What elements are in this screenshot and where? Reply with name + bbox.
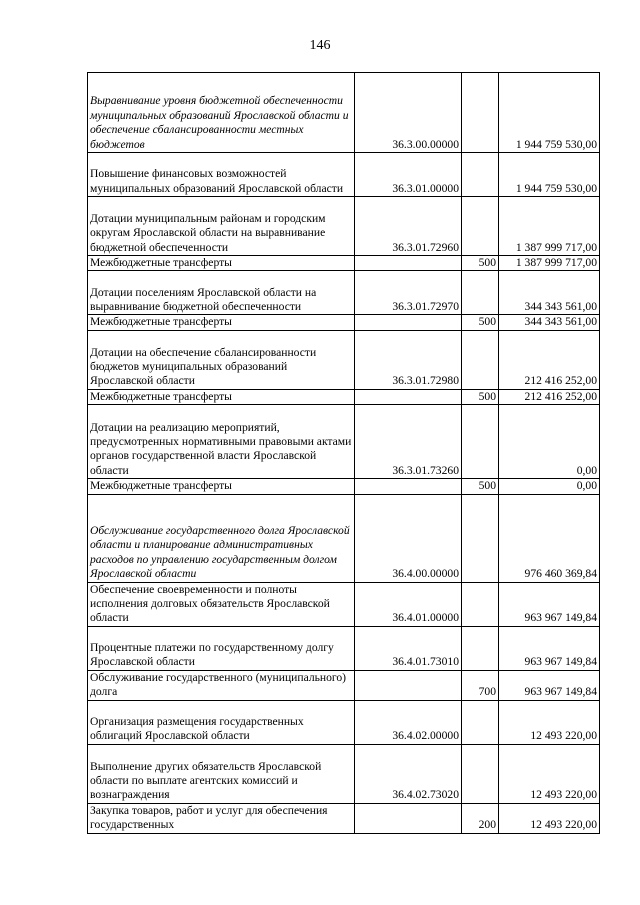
row-amount-cell: 1 387 999 717,00	[499, 197, 600, 256]
row-name-cell: Обслуживание государственного долга Ярославской области и планирование административных расходов по управлению государственным долгом Ярославской области	[88, 494, 355, 582]
budget-table	[87, 72, 600, 834]
row-code-cell	[355, 803, 462, 833]
row-type-cell	[462, 73, 499, 153]
row-type-cell	[462, 271, 499, 315]
table-row	[88, 582, 600, 626]
row-name-cell: Межбюджетные трансферты	[88, 315, 355, 330]
row-name-cell: Межбюджетные трансферты	[88, 479, 355, 494]
row-name-cell: Дотации на обеспечение сбалансированности бюджетов муниципальных образований Ярославской области	[88, 330, 355, 389]
row-code-cell: 36.3.01.72960	[355, 197, 462, 256]
table-row	[88, 803, 600, 833]
table-row	[88, 315, 600, 330]
row-name-cell: Организация размещения государственных облигаций Ярославской области	[88, 700, 355, 744]
row-code-cell: 36.3.01.00000	[355, 153, 462, 197]
table-row	[88, 405, 600, 479]
row-name-cell: Межбюджетные трансферты	[88, 389, 355, 404]
row-type-cell: 200	[462, 803, 499, 833]
row-type-cell: 500	[462, 315, 499, 330]
row-amount-cell: 1 944 759 530,00	[499, 153, 600, 197]
row-type-cell	[462, 405, 499, 479]
table-row	[88, 494, 600, 582]
row-code-cell: 36.4.00.00000	[355, 494, 462, 582]
table-row	[88, 271, 600, 315]
table-row	[88, 744, 600, 803]
row-name-cell: Обслуживание государственного (муниципального) долга	[88, 670, 355, 700]
row-code-cell: 36.3.01.73260	[355, 405, 462, 479]
table-row	[88, 197, 600, 256]
row-amount-cell: 0,00	[499, 479, 600, 494]
row-type-cell	[462, 197, 499, 256]
row-amount-cell: 12 493 220,00	[499, 744, 600, 803]
row-type-cell	[462, 494, 499, 582]
row-amount-cell: 963 967 149,84	[499, 626, 600, 670]
row-name-cell: Дотации муниципальным районам и городским округам Ярославской области на выравнивание бюджетной обеспеченности	[88, 197, 355, 256]
row-name-cell: Закупка товаров, работ и услуг для обеспечения государственных	[88, 803, 355, 833]
row-name-cell: Обеспечение своевременности и полноты исполнения долговых обязательств Ярославской области	[88, 582, 355, 626]
row-amount-cell: 212 416 252,00	[499, 389, 600, 404]
row-amount-cell: 1 944 759 530,00	[499, 73, 600, 153]
row-type-cell: 500	[462, 389, 499, 404]
row-amount-cell: 212 416 252,00	[499, 330, 600, 389]
row-code-cell	[355, 389, 462, 404]
row-name-cell: Дотации поселениям Ярославской области на выравнивание бюджетной обеспеченности	[88, 271, 355, 315]
row-amount-cell: 0,00	[499, 405, 600, 479]
table-row	[88, 256, 600, 271]
table-row	[88, 626, 600, 670]
row-amount-cell: 963 967 149,84	[499, 582, 600, 626]
table-row	[88, 389, 600, 404]
row-code-cell: 36.3.01.72970	[355, 271, 462, 315]
row-name-cell: Выравнивание уровня бюджетной обеспеченности муниципальных образований Ярославской области и обеспечение сбалансированности местных бюджетов	[88, 73, 355, 153]
row-code-cell: 36.4.02.00000	[355, 700, 462, 744]
row-name-cell: Процентные платежи по государственному долгу Ярославской области	[88, 626, 355, 670]
row-type-cell	[462, 744, 499, 803]
row-amount-cell: 344 343 561,00	[499, 315, 600, 330]
budget-table-body	[88, 73, 600, 834]
row-type-cell	[462, 700, 499, 744]
table-row	[88, 700, 600, 744]
row-name-cell: Межбюджетные трансферты	[88, 256, 355, 271]
table-row	[88, 670, 600, 700]
row-name-cell: Повышение финансовых возможностей муниципальных образований Ярославской области	[88, 153, 355, 197]
row-code-cell: 36.3.01.72980	[355, 330, 462, 389]
row-type-cell	[462, 626, 499, 670]
row-code-cell: 36.4.01.73010	[355, 626, 462, 670]
table-row	[88, 153, 600, 197]
row-type-cell	[462, 582, 499, 626]
row-code-cell	[355, 670, 462, 700]
row-code-cell: 36.3.00.00000	[355, 73, 462, 153]
row-type-cell	[462, 153, 499, 197]
row-code-cell	[355, 479, 462, 494]
row-code-cell: 36.4.01.00000	[355, 582, 462, 626]
row-amount-cell: 12 493 220,00	[499, 700, 600, 744]
row-name-cell: Выполнение других обязательств Ярославской области по выплате агентских комиссий и вознаграждения	[88, 744, 355, 803]
table-row	[88, 330, 600, 389]
row-code-cell: 36.4.02.73020	[355, 744, 462, 803]
row-type-cell: 700	[462, 670, 499, 700]
row-amount-cell: 963 967 149,84	[499, 670, 600, 700]
table-row	[88, 479, 600, 494]
row-amount-cell: 1 387 999 717,00	[499, 256, 600, 271]
row-code-cell	[355, 256, 462, 271]
row-type-cell: 500	[462, 256, 499, 271]
table-row	[88, 73, 600, 153]
row-amount-cell: 12 493 220,00	[499, 803, 600, 833]
row-type-cell: 500	[462, 479, 499, 494]
row-name-cell: Дотации на реализацию мероприятий, предусмотренных нормативными правовыми актами органов государственной власти Ярославской области	[88, 405, 355, 479]
row-amount-cell: 344 343 561,00	[499, 271, 600, 315]
row-amount-cell: 976 460 369,84	[499, 494, 600, 582]
page-number: 146	[309, 38, 331, 53]
row-code-cell	[355, 315, 462, 330]
row-type-cell	[462, 330, 499, 389]
